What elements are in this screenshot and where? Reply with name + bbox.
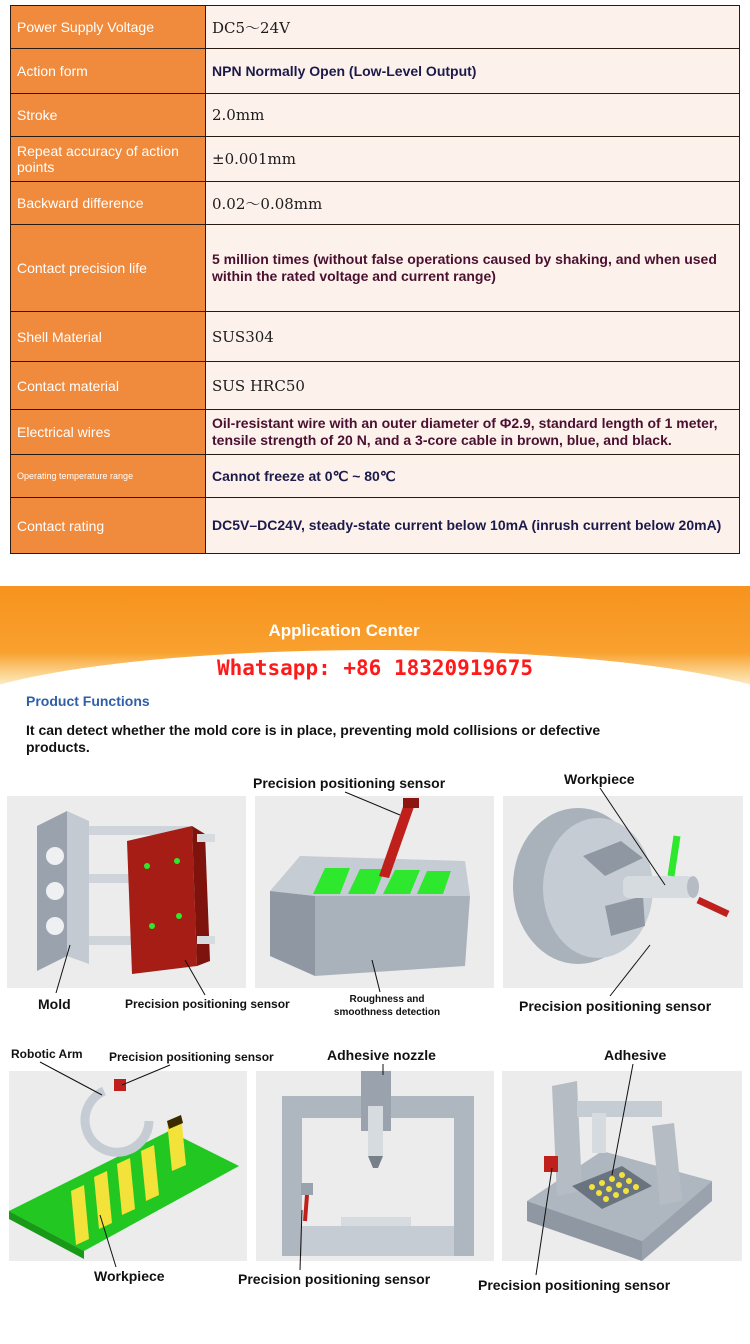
spec-value: 2.0mm [206, 94, 740, 137]
spec-row [11, 94, 740, 137]
caption-sensor-1: Precision positioning sensor [125, 997, 290, 1011]
spec-value: DC5V–DC24V, steady-state current below 10mA (inrush current below 20mA) [206, 498, 740, 554]
lathe-illustration [503, 796, 743, 988]
whatsapp-contact: Whatsapp: +86 18320919675 [216, 656, 534, 680]
mold-illustration [7, 796, 246, 988]
spec-row [11, 225, 740, 312]
caption-roughness: Roughness and smoothness detection [333, 994, 441, 1018]
roughness-illustration [255, 796, 494, 988]
spec-value: 5 million times (without false operations caused by shaking, and when used within the rated voltage and current range) [206, 225, 740, 312]
spec-row [11, 498, 740, 554]
spec-label: Contact precision life [11, 225, 206, 312]
application-center-title: Application Center [268, 621, 420, 640]
caption-workpiece-2: Workpiece [94, 1268, 165, 1284]
spec-row [11, 182, 740, 225]
spec-value: ±0.001mm [206, 137, 740, 182]
spec-row [11, 312, 740, 362]
spec-row [11, 49, 740, 94]
spec-label: Electrical wires [11, 410, 206, 455]
caption-sensor-3: Precision positioning sensor [519, 998, 712, 1014]
spec-label: Contact material [11, 362, 206, 410]
spec-label: Power Supply Voltage [11, 6, 206, 49]
spec-value: SUS304 [206, 312, 740, 362]
spec-value: Oil-resistant wire with an outer diameter of Φ2.9, standard length of 1 meter, tensile strength of 20 N, and a 3-core cable in brown, blue, and black. [206, 410, 740, 455]
spec-row [11, 410, 740, 455]
spec-row [11, 455, 740, 498]
spec-row [11, 362, 740, 410]
caption-adhesive-nozzle: Adhesive nozzle [327, 1047, 436, 1063]
caption-sensor-4: Precision positioning sensor [109, 1050, 274, 1064]
spec-value: DC5～24V [206, 6, 740, 49]
spec-row [11, 6, 740, 49]
product-functions-description: It can detect whether the mold core is in place, preventing mold collisions or defective products. [26, 722, 601, 755]
spec-value: SUS HRC50 [206, 362, 740, 410]
spec-label: Repeat accuracy of action points [11, 137, 206, 182]
spec-label: Action form [11, 49, 206, 94]
spec-label: Backward difference [11, 182, 206, 225]
caption-sensor-5: Precision positioning sensor [238, 1271, 431, 1287]
caption-robotic-arm: Robotic Arm [11, 1047, 83, 1061]
spec-label: Shell Material [11, 312, 206, 362]
caption-sensor-2: Precision positioning sensor [253, 775, 446, 791]
spec-label: Contact rating [11, 498, 206, 554]
spec-value: Cannot freeze at 0℃ ~ 80℃ [206, 455, 740, 498]
robotic-arm-illustration [9, 1071, 247, 1261]
spec-label: Operating temperature range [11, 455, 206, 498]
caption-workpiece-1: Workpiece [564, 771, 635, 787]
spec-row [11, 137, 740, 182]
adhesive-nozzle-illustration [256, 1071, 494, 1261]
adhesive-illustration [502, 1071, 742, 1261]
spec-label: Stroke [11, 94, 206, 137]
caption-mold: Mold [38, 996, 71, 1012]
spec-table [10, 5, 740, 554]
caption-sensor-6: Precision positioning sensor [478, 1277, 671, 1293]
product-functions-title: Product Functions [26, 693, 150, 709]
spec-value: 0.02～0.08mm [206, 182, 740, 225]
spec-value: NPN Normally Open (Low-Level Output) [206, 49, 740, 94]
caption-adhesive: Adhesive [604, 1047, 667, 1063]
